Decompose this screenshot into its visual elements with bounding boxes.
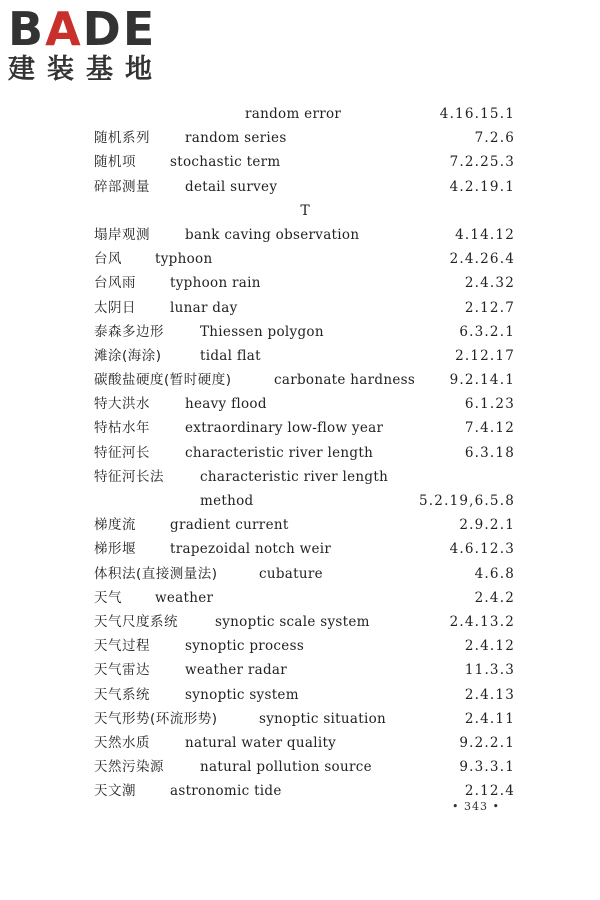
entry-chinese-term: 泰森多边形 [94,323,164,340]
glossary-entry [0,658,600,682]
logo-letter-b: B [8,2,46,56]
glossary-entry [0,610,600,634]
entry-english-term: carbonate hardness [274,372,416,389]
glossary-entry [0,465,600,489]
entry-chinese-term: 天气形势(环流形势) [94,710,218,727]
glossary-entry [0,489,600,513]
entry-english-term: trapezoidal notch weir [170,541,332,558]
entry-chinese-term: 台风 [94,251,122,268]
entry-section-code: 9.2.14.1 [449,372,515,389]
logo-wordmark [8,4,178,54]
entry-chinese-term: 碎部测量 [94,178,150,195]
entry-english-term: Thiessen polygon [200,323,324,340]
entry-section-code: 2.12.17 [455,347,515,364]
entry-section-code: 4.16.15.1 [439,106,515,122]
entry-chinese-term: 天气系统 [94,686,150,703]
entry-section-code: 4.6.8 [474,565,515,582]
logo [8,4,178,96]
entry-section-code: 2.4.12 [464,638,515,655]
entry-english-term: characteristic river length [200,468,389,485]
entry-english-term: random series [185,130,287,147]
glossary-entry [0,102,600,126]
glossary-entry [0,731,600,755]
entry-section-code: 7.2.6 [474,130,515,147]
glossary-entry [0,320,600,344]
entry-section-code: 6.1.23 [464,396,515,413]
entry-section-code: 6.3.2.1 [459,323,515,340]
entry-english-term: lunar day [170,299,238,316]
entry-english-term: synoptic system [185,686,299,703]
entry-chinese-term: 体积法(直接测量法) [94,565,218,582]
entry-section-code: 7.4.12 [464,420,515,437]
glossary-entry [0,562,600,586]
entry-english-term: characteristic river length [185,444,374,461]
entry-english-term: bank caving observation [185,226,360,243]
entry-chinese-term: 太阴日 [94,299,136,316]
entry-section-code: 2.9.2.1 [459,517,515,534]
entry-chinese-term: 特大洪水 [94,396,150,413]
entry-chinese-term: 梯度流 [94,517,136,534]
entry-chinese-term: 天气尺度系统 [94,613,178,630]
entry-english-term: detail survey [185,178,278,195]
entry-chinese-term: 随机项 [94,154,136,171]
entry-english-term: stochastic term [170,154,281,171]
entry-english-term: weather radar [185,662,287,679]
entry-chinese-term: 随机系列 [94,130,150,147]
entry-chinese-term: 梯形堰 [94,541,136,558]
entry-chinese-term: 特征河长法 [94,468,164,485]
entry-section-code: 2.12.7 [464,299,515,316]
page-number: • 343 • [452,800,500,813]
glossary-entry [0,296,600,320]
entry-section-code: 2.4.13 [464,686,515,703]
entry-section-code: 9.2.2.1 [459,734,515,751]
entry-chinese-term: 碳酸盐硬度(暂时硬度) [94,372,232,389]
logo-letters-de: DE [82,2,157,56]
entry-chinese-term: 特征河长 [94,444,150,461]
logo-letter-a: A [45,2,83,56]
entry-chinese-term: 特枯水年 [94,420,150,437]
glossary-entry [0,586,600,610]
glossary-entry [0,175,600,199]
entry-english-term: synoptic scale system [215,613,370,630]
glossary-entry [0,537,600,561]
entry-section-code: 9.3.3.1 [459,759,515,776]
entry-english-term: natural water quality [185,734,337,751]
entry-section-code: 4.2.19.1 [449,178,515,195]
glossary-entry [0,247,600,271]
entry-chinese-term: 塌岸观测 [94,226,150,243]
glossary-entry [0,223,600,247]
entry-section-code: 2.4.2 [474,589,515,606]
entry-section-code: 2.4.13.2 [449,613,515,630]
entry-chinese-term: 天然污染源 [94,759,164,776]
entry-section-code: 2.12.4 [464,783,515,800]
entry-chinese-term: 天文潮 [94,783,136,800]
entry-english-term: tidal flat [200,347,261,364]
glossary-entry [0,634,600,658]
glossary-entry [0,126,600,150]
entry-english-term: cubature [259,565,323,582]
glossary-entry [0,755,600,779]
glossary-entry [0,441,600,465]
entry-section-code: 11.3.3 [464,662,515,679]
entry-section-code: 5.2.19,6.5.8 [419,493,515,509]
entry-english-term: synoptic process [185,638,305,655]
entry-chinese-term: 滩涂(海涂) [94,347,162,364]
entry-english-term: random error [245,106,342,122]
entry-section-code: 2.4.26.4 [449,251,515,268]
entry-section-code: 7.2.25.3 [449,154,515,171]
entry-section-code: 2.4.11 [464,710,515,727]
entry-chinese-term: 天气过程 [94,638,150,655]
entry-english-term: heavy flood [185,396,267,413]
entry-section-code: 4.6.12.3 [449,541,515,558]
entry-chinese-term: 台风雨 [94,275,136,292]
entry-chinese-term: 天气 [94,589,122,606]
section-heading: T [300,202,310,219]
glossary-entry [0,271,600,295]
entry-english-term: natural pollution source [200,759,372,776]
entry-english-term: extraordinary low-flow year [185,420,384,437]
glossary-entry [0,683,600,707]
entry-english-term: typhoon rain [170,275,261,292]
entry-english-term: method [200,493,254,509]
entry-section-code: 6.3.18 [464,444,515,461]
entry-english-term: gradient current [170,517,289,534]
entry-chinese-term: 天然水质 [94,734,150,751]
entry-english-term: astronomic tide [170,783,282,800]
entry-english-term: typhoon [155,251,213,268]
glossary-entry [0,344,600,368]
glossary-entry [0,150,600,174]
entry-english-term: weather [155,589,214,606]
entry-section-code: 2.4.32 [464,275,515,292]
glossary-entry [0,513,600,537]
glossary-entry [0,416,600,440]
entry-section-code: 4.14.12 [455,226,515,243]
glossary-entry [0,368,600,392]
glossary-entry [0,392,600,416]
glossary-entry [0,707,600,731]
logo-subtitle: 建装基地 [8,54,164,85]
entry-english-term: synoptic situation [259,710,386,727]
glossary-list [0,102,600,803]
entry-chinese-term: 天气雷达 [94,662,150,679]
glossary-entry [0,779,600,803]
